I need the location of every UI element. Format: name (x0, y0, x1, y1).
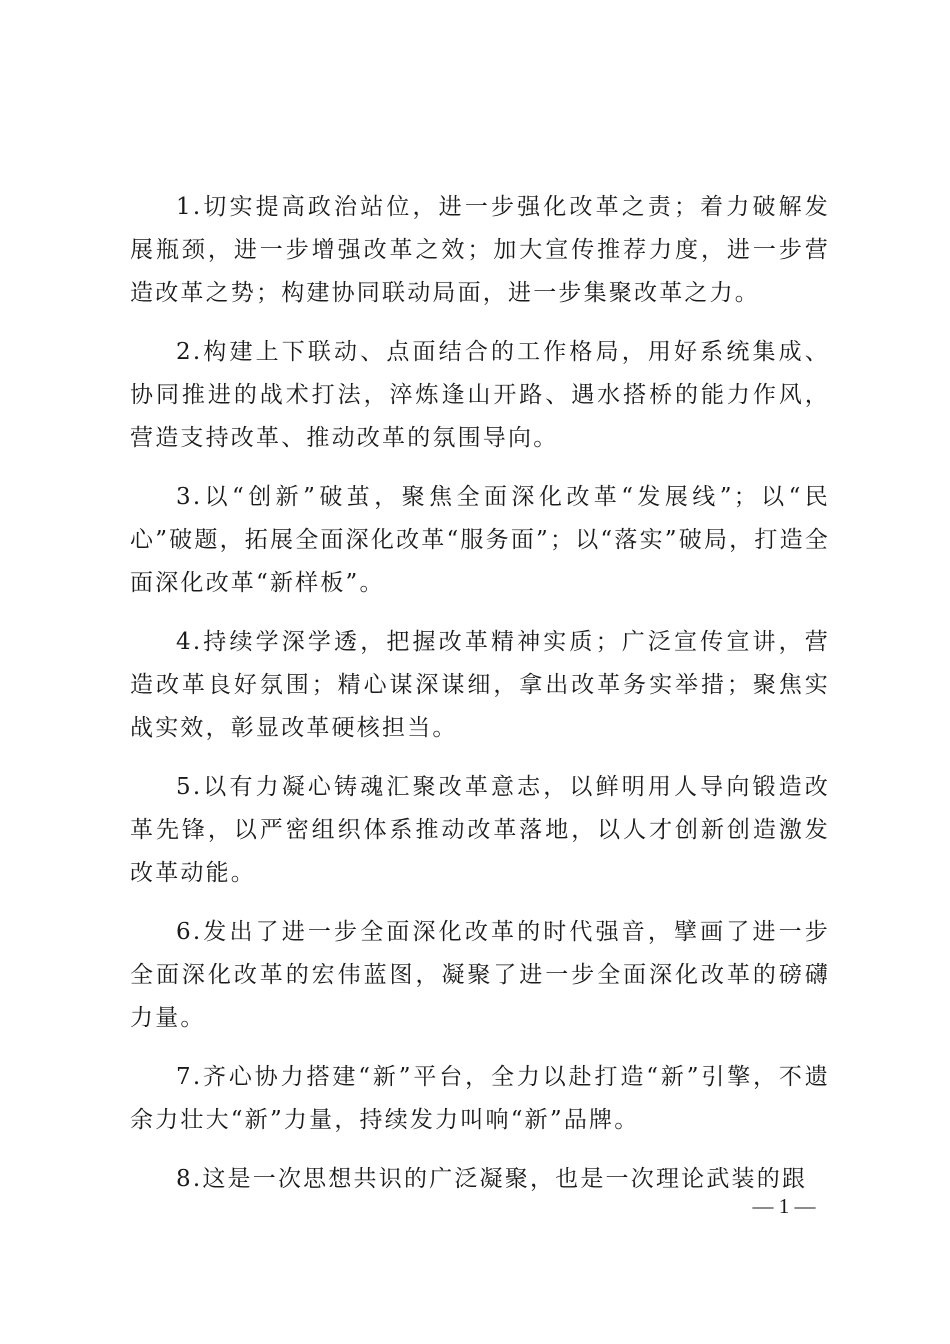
paragraph-5: 5.以有力凝心铸魂汇聚改革意志，以鲜明用人导向锻造改革先锋，以严密组织体系推动改革落地，以人才创新创造激发改革动能。 (130, 774, 830, 886)
paragraph-2: 2.构建上下联动、点面结合的工作格局，用好系统集成、协同推进的战术打法，淬炼逢山开路、遇水搭桥的能力作风，营造支持改革、推动改革的氛围导向。 (130, 339, 830, 451)
paragraph-7: 7.齐心协力搭建“新”平台，全力以赴打造“新”引擎，不遗余力壮大“新”力量，持续发力叫响“新”品牌。 (130, 1064, 830, 1133)
paragraph-8: 8.这是一次思想共识的广泛凝聚，也是一次理论武装的跟 (176, 1166, 808, 1192)
paragraph-4: 4.持续学深学透，把握改革精神实质；广泛宣传宣讲，营造改革良好氛围；精心谋深谋细，拿出改革务实举措；聚焦实战实效，彰显改革硬核担当。 (130, 629, 830, 741)
paragraph-3: 3.以“创新”破茧，聚焦全面深化改革“发展线”；以“民心”破题，拓展全面深化改革“服务面”；以“落实”破局，打造全面深化改革“新样板”。 (130, 484, 830, 596)
document-body (130, 186, 830, 1217)
page-number: — 1 — (752, 1194, 816, 1218)
paragraph-6: 6.发出了进一步全面深化改革的时代强音，擘画了进一步全面深化改革的宏伟蓝图，凝聚了进一步全面深化改革的磅礴力量。 (130, 919, 830, 1031)
paragraph-1: 1.切实提高政治站位，进一步强化改革之责；着力破解发展瓶颈，进一步增强改革之效；加大宣传推荐力度，进一步营造改革之势；构建协同联动局面，进一步集聚改革之力。 (130, 194, 830, 306)
